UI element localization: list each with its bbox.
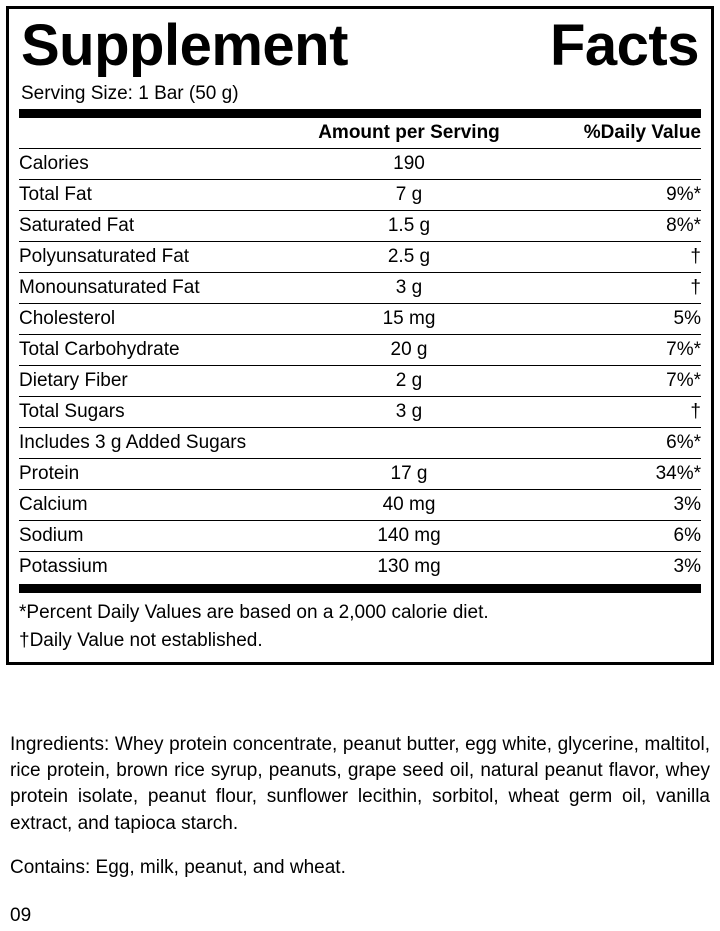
row-label: Cholesterol [19,304,284,335]
panel-title-left: Supplement [21,13,348,78]
table-row [19,521,701,552]
row-daily-value: 3% [534,490,701,521]
row-daily-value: 7%* [534,335,701,366]
row-amount: 2 g [284,366,534,397]
row-amount: 2.5 g [284,242,534,273]
row-label: Saturated Fat [19,211,284,242]
row-amount: 3 g [284,397,534,428]
row-daily-value: 5% [534,304,701,335]
footnote-percent-daily-values: *Percent Daily Values are based on a 2,000 calorie diet. [19,602,489,623]
row-amount: 130 mg [377,556,441,577]
header-amount-per-serving: Amount per Serving [284,118,534,149]
table-row [19,366,701,397]
row-daily-value: 6% [534,521,701,552]
row-daily-value: 3% [673,556,701,577]
row-daily-value: 34%* [534,459,701,490]
table-row [19,552,701,583]
header-daily-value: %Daily Value [534,118,701,149]
row-label: Calcium [19,490,284,521]
row-amount: 40 mg [284,490,534,521]
table-row [19,211,701,242]
row-amount: 17 g [284,459,534,490]
table-header-row [19,118,701,149]
row-label: Polyunsaturated Fat [19,242,284,273]
contains-allergens-text: Contains: Egg, milk, peanut, and wheat. [10,856,346,878]
row-label: Total Carbohydrate [19,335,284,366]
row-label: Total Sugars [19,397,284,428]
table-row [19,335,701,366]
row-label: Protein [19,459,284,490]
row-label: Sodium [19,521,284,552]
panel-title-right: Facts [549,13,699,78]
serving-size: Serving Size: 1 Bar (50 g) [21,83,239,104]
table-row [19,149,701,180]
footnotes [19,593,701,654]
row-daily-value: † [534,273,701,304]
row-label: Potassium [19,556,108,577]
table-row [19,459,701,490]
table-row [19,490,701,521]
row-amount: 190 [284,149,534,180]
table-row [19,397,701,428]
row-amount: 1.5 g [284,211,534,242]
row-amount [284,428,534,459]
row-label: Dietary Fiber [19,366,284,397]
panel-title [19,13,701,78]
row-label: Total Fat [19,180,284,211]
table-row [19,180,701,211]
row-label: Includes 3 g Added Sugars [19,428,284,459]
thick-rule-bottom [19,584,701,593]
row-amount: 3 g [284,273,534,304]
row-amount: 140 mg [284,521,534,552]
row-daily-value: 8%* [534,211,701,242]
row-daily-value: † [534,242,701,273]
table-row [19,428,701,459]
row-daily-value: 7%* [534,366,701,397]
row-amount: 15 mg [284,304,534,335]
row-daily-value: 6%* [534,428,701,459]
thick-rule-top [19,109,701,118]
nutrition-table [19,118,701,582]
header-blank [19,118,284,149]
table-row [19,304,701,335]
row-label: Calories [19,149,284,180]
row-daily-value: † [534,397,701,428]
footnote-daily-value-not-established: †Daily Value not established. [19,629,263,651]
row-daily-value [534,149,701,180]
row-amount: 20 g [284,335,534,366]
row-amount: 7 g [284,180,534,211]
row-label: Monounsaturated Fat [19,273,284,304]
supplement-facts-panel [6,6,714,665]
table-row [19,273,701,304]
ingredients-text: Ingredients: Whey protein concentrate, peanut butter, egg white, glycerine, maltitol, rice protein, brown rice syrup, peanuts, grape seed oil, natural peanut flavor, whey protein isolate, peanut flour, sunflower lecithin, sorbitol, wheat germ oil, vanilla extract, and tapioca starch. [10,734,710,834]
revision-code: 09 [10,905,32,927]
label-body-text [10,732,710,929]
row-daily-value: 9%* [534,180,701,211]
table-row [19,242,701,273]
